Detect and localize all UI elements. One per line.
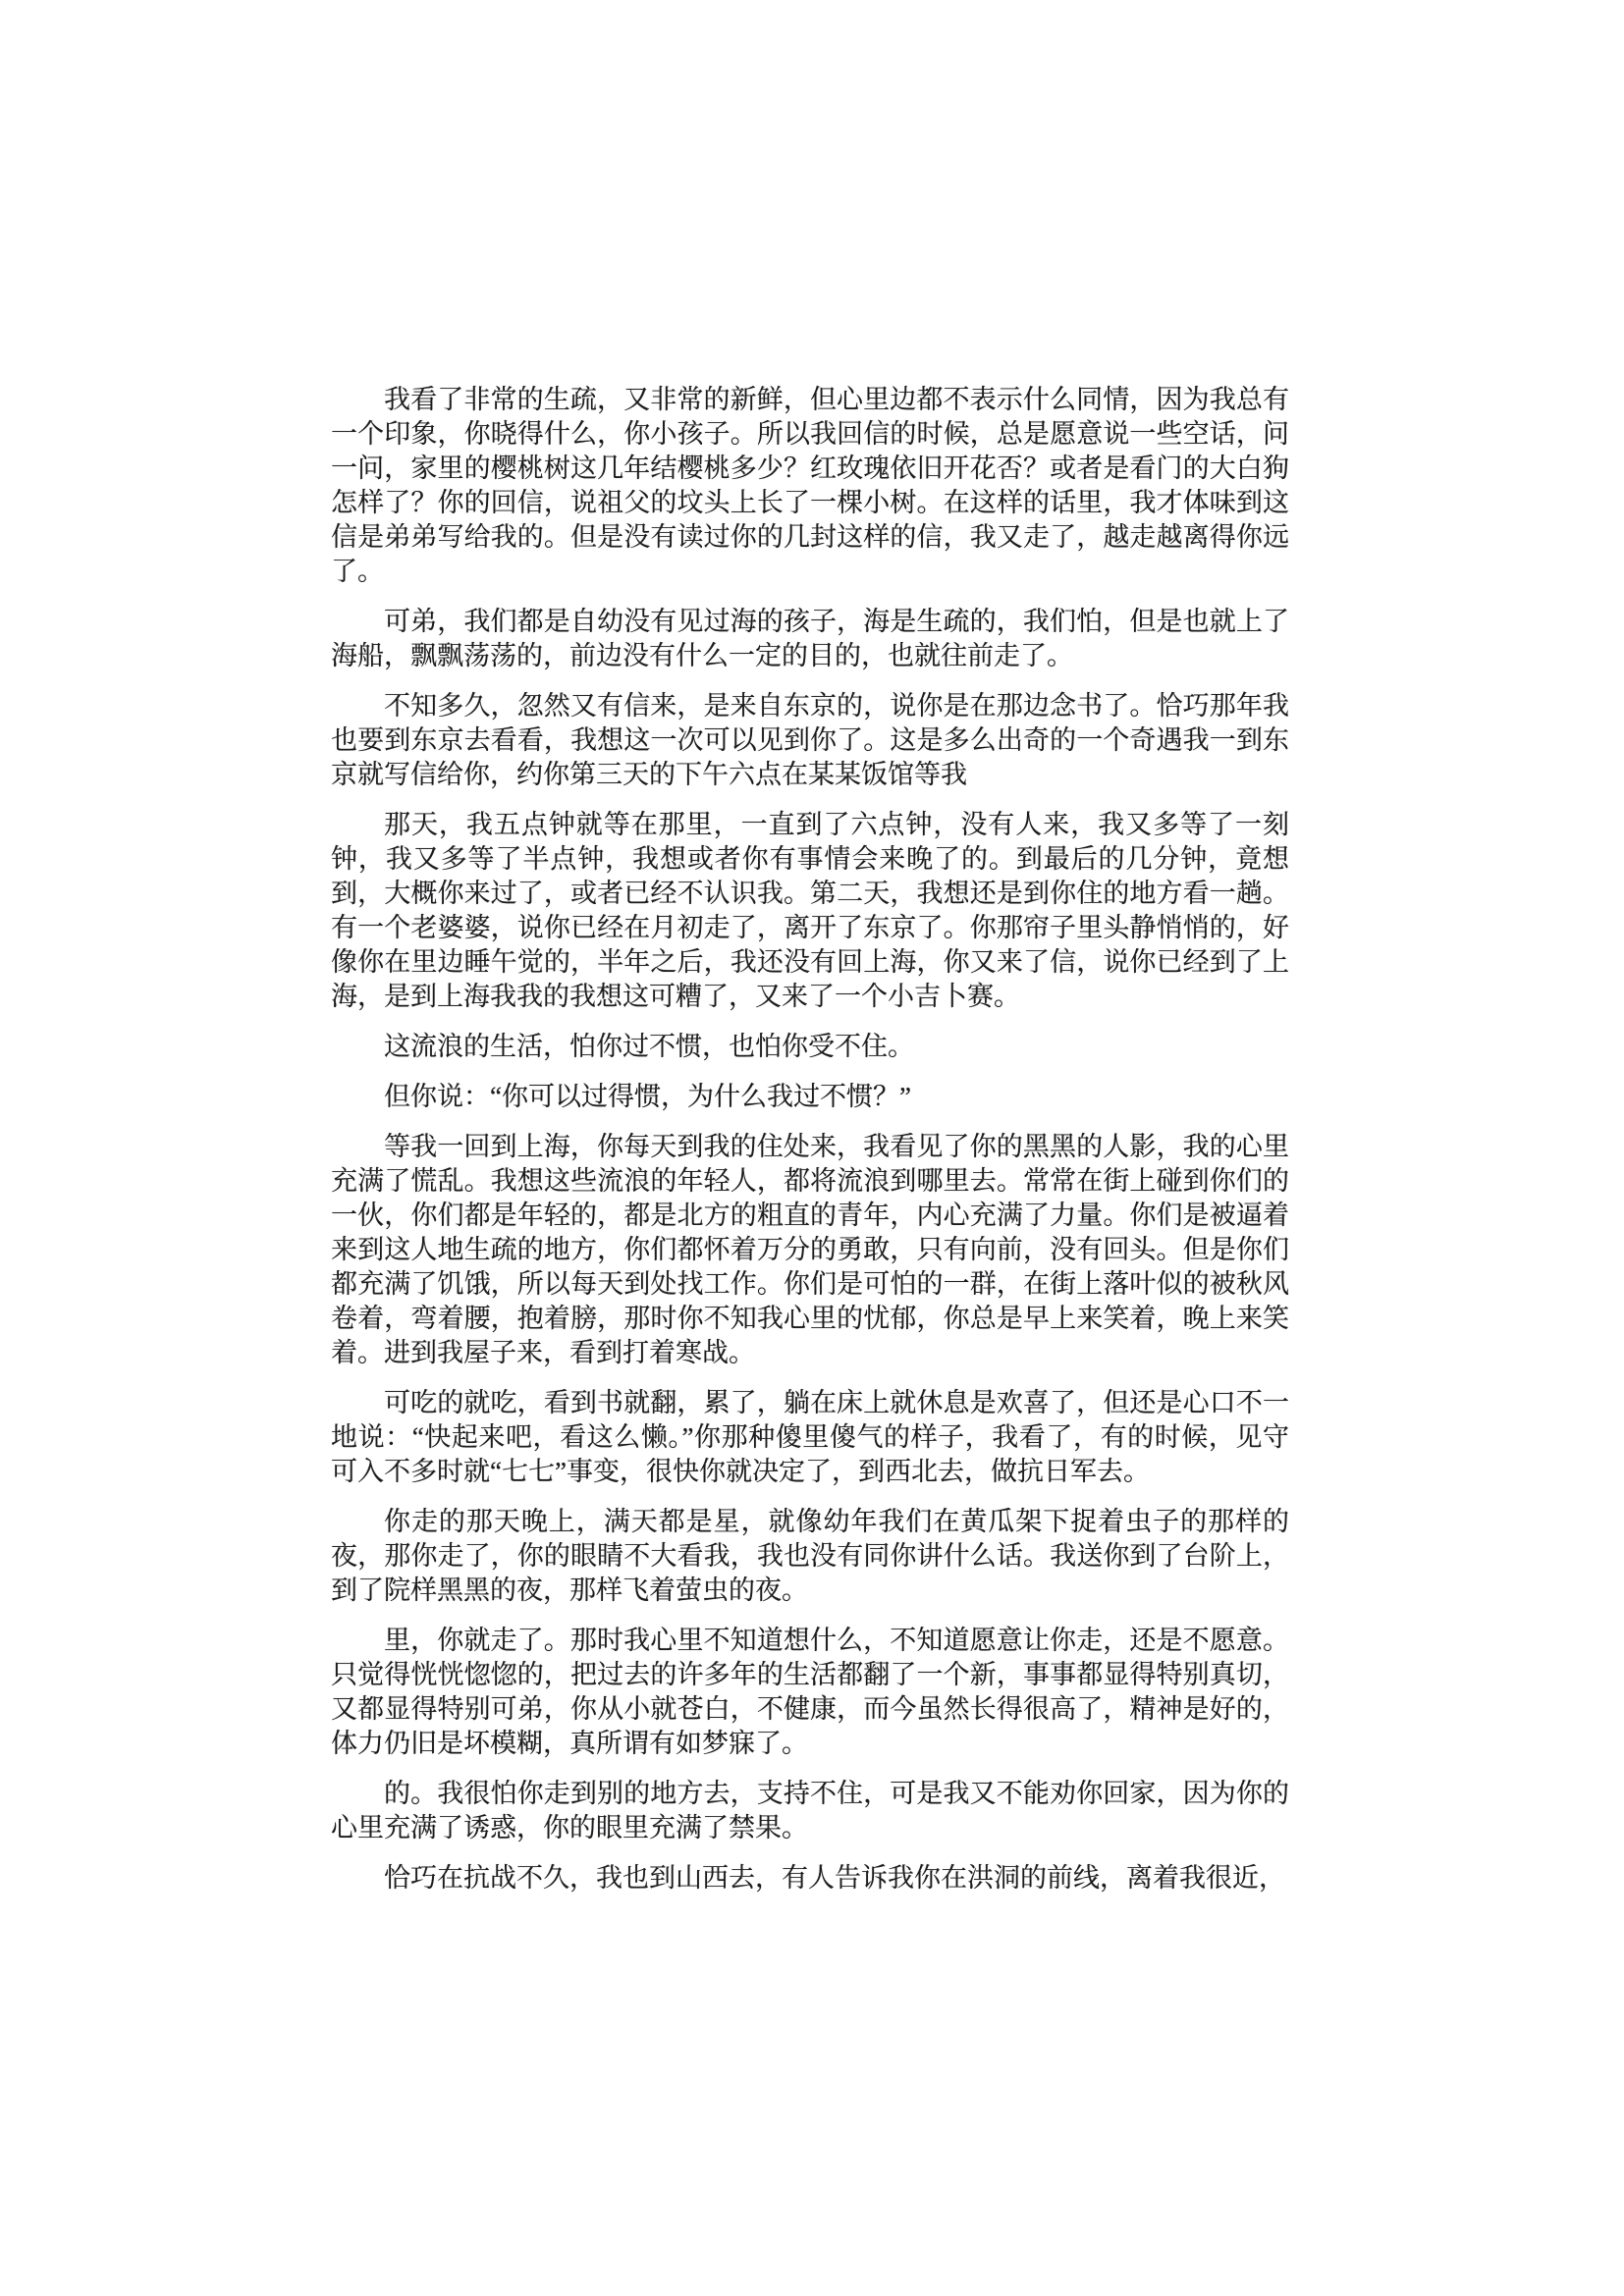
paragraph: 等我一回到上海，你每天到我的住处来，我看见了你的黑黑的人影，我的心里充满了慌乱。我想这些流浪的年轻人，都将流浪到哪里去。常常在街上碰到你们的一伙，你们都是年轻的，都是北方的粗直的青年，内心充满了力量。你们是被逼着来到这人地生疏的地方，你们都怀着万分的勇敢，只有向前，没有回头。但是你们都充满了饥饿，所以每天到处找工作。你们是可怕的一群，在街上落叶似的被秋风卷着，弯着腰，抱着膀，那时你不知我心里的忧郁，你总是早上来笑着，晚上来笑着。进到我屋子来，看到打着寒战。 [331, 1132, 1289, 1367]
paragraph: 我看了非常的生疏，又非常的新鲜，但心里边都不表示什么同情，因为我总有一个印象，你晓得什么，你小孩子。所以我回信的时候，总是愿意说一些空话，问一问，家里的樱桃树这几年结樱桃多少？红玫瑰依旧开花否？或者是看门的大白狗怎样了？你的回信，说祖父的坟头上长了一棵小树。在这样的话里，我才体味到这信是弟弟写给我的。但是没有读过你的几封这样的信，我又走了，越走越离得你远了。 [331, 385, 1289, 586]
letter-body-text [331, 383, 1289, 1896]
paragraph: 恰巧在抗战不久，我也到山西去，有人告诉我你在洪洞的前线，离着我很近， [384, 1863, 1285, 1893]
paragraph: 但你说：“你可以过得惯，为什么我过不惯？” [384, 1082, 911, 1111]
paragraph: 里，你就走了。那时我心里不知道想什么，不知道愿意让你走，还是不愿意。只觉得恍恍惚惚的，把过去的许多年的生活都翻了一个新，事事都显得特别真切，又都显得特别可弟，你从小就苍白，不健康，而今虽然长得很高了，精神是好的，体力仍旧是坏模糊，真所谓有如梦寐了。 [331, 1626, 1289, 1758]
paragraph: 可吃的就吃，看到书就翻，累了，躺在床上就休息是欢喜了，但还是心口不一地说：“快起来吧，看这么懒。”你那种傻里傻气的样子，我看了，有的时候，见守可入不多时就“七七”事变，很快你就决定了，到西北去，做抗日军去。 [331, 1388, 1289, 1486]
paragraph: 你走的那天晚上，满天都是星，就像幼年我们在黄瓜架下捉着虫子的那样的夜，那你走了，你的眼睛不大看我，我也没有同你讲什么话。我送你到了台阶上，到了院样黑黑的夜，那样飞着萤虫的夜。 [331, 1507, 1289, 1605]
paragraph: 的。我很怕你走到别的地方去，支持不住，可是我又不能劝你回家，因为你的心里充满了诱惑，你的眼里充满了禁果。 [331, 1779, 1289, 1842]
paragraph: 那天，我五点钟就等在那里，一直到了六点钟，没有人来，我又多等了一刻钟，我又多等了半点钟，我想或者你有事情会来晚了的。到最后的几分钟，竟想到，大概你来过了，或者已经不认识我。第二天，我想还是到你住的地方看一趟。有一个老婆婆，说你已经在月初走了，离开了东京了。你那帘子里头静悄悄的，好像你在里边睡午觉的，半年之后，我还没有回上海，你又来了信，说你已经到了上海，是到上海我我的我想这可糟了，又来了一个小吉卜赛。 [331, 810, 1289, 1011]
paragraph: 不知多久，忽然又有信来，是来自东京的，说你是在那边念书了。恰巧那年我也要到东京去看看，我想这一次可以见到你了。这是多么出奇的一个奇遇我一到东京就写信给你，约你第三天的下午六点在某某饭馆等我 [331, 691, 1289, 789]
paragraph: 可弟，我们都是自幼没有见过海的孩子，海是生疏的，我们怕，但是也就上了海船，飘飘荡荡的，前边没有什么一定的目的，也就往前走了。 [331, 607, 1289, 670]
paragraph: 这流浪的生活，怕你过不惯，也怕你受不住。 [384, 1032, 914, 1061]
